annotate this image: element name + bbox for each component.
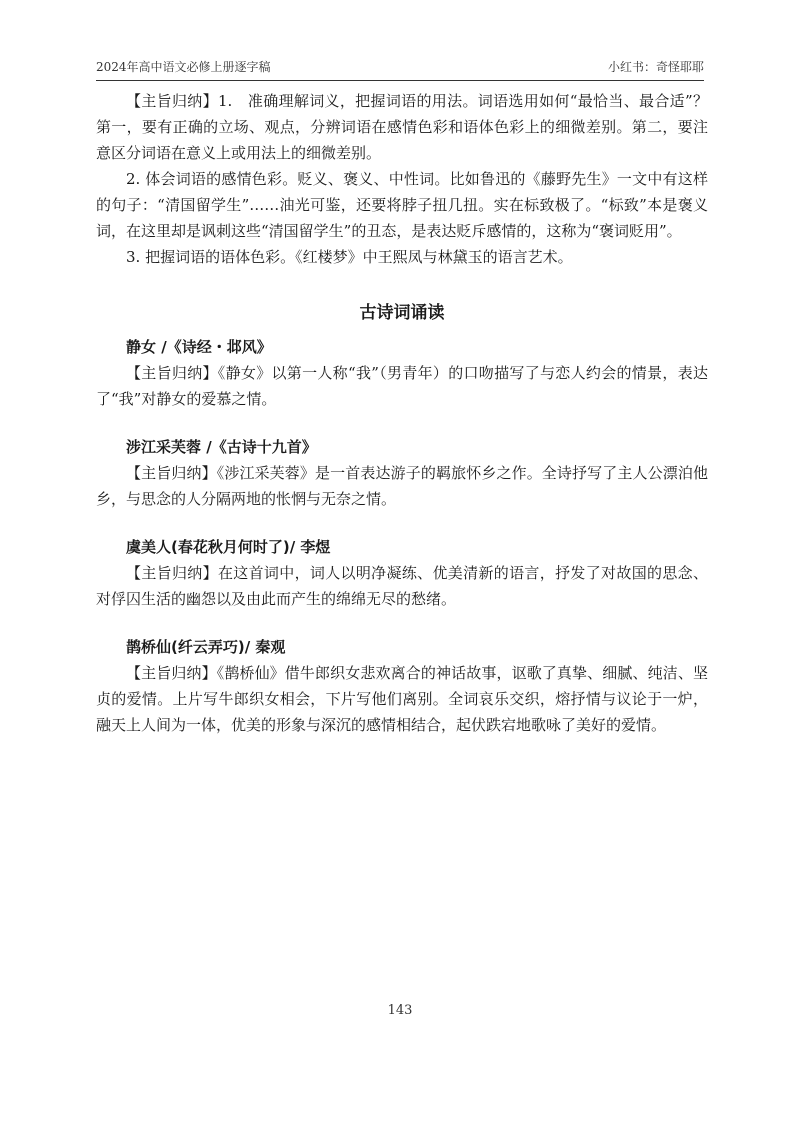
- poem-entry: [96, 434, 708, 512]
- poem-title: 涉江采芙蓉 /《古诗十九首》: [126, 438, 317, 456]
- poem-title: 静女 /《诗经・邶风》: [126, 338, 272, 356]
- poem-entry: [96, 334, 708, 412]
- poem-title: 虞美人(春花秋月何时了)/ 李煜: [126, 538, 331, 556]
- page-number: 143: [387, 1003, 413, 1018]
- header-document-title: 2024年高中语文必修上册逐字稿: [96, 60, 271, 74]
- intro-paragraph: 2. 体会词语的感情色彩。贬义、褒义、中性词。比如鲁迅的《藤野先生》一文中有这样的句子：“清国留学生”……油光可鉴，还要将脖子扭几扭。实在标致极了。“标致”本是褒义词，在这里却是讽刺这些“清国留学生”的丑态，是表达贬斥感情的，这称为“褒词贬用”。: [96, 170, 708, 240]
- intro-paragraph: 3. 把握词语的语体色彩。《红楼梦》中王熙凤与林黛玉的语言艺术。: [126, 248, 573, 266]
- intro-paragraph: 【主旨归纳】1. 准确理解词义，把握词语的用法。词语选用如何“最恰当、最合适”？第一，要有正确的立场、观点，分辨词语在感情色彩和语体色彩上的细微差别。第二，要注意区分词语在意义上或用法上的细微差别。: [96, 92, 708, 162]
- section-title: 古诗词诵读: [359, 303, 445, 323]
- header-author-credit: 小红书：奇怪耶耶: [607, 60, 704, 74]
- poem-summary: 【主旨归纳】《鹊桥仙》借牛郎织女悲欢离合的神话故事，讴歌了真挚、细腻、纯洁、坚贞的爱情。上片写牛郎织女相会，下片写他们离别。全词哀乐交织，熔抒情与议论于一炉，融天上人间为一体，优美的形象与深沉的感情相结合，起伏跌宕地歌咏了美好的爱情。: [96, 664, 708, 734]
- poem-summary: 【主旨归纳】《涉江采芙蓉》是一首表达游子的羁旅怀乡之作。全诗抒写了主人公漂泊他乡，与思念的人分隔两地的怅惘与无奈之情。: [96, 464, 708, 508]
- poem-summary: 【主旨归纳】在这首词中，词人以明净凝练、优美清新的语言，抒发了对故国的思念、对俘囚生活的幽怨以及由此而产生的绵绵无尽的愁绪。: [96, 564, 708, 608]
- page-header: [96, 56, 704, 81]
- page-content: [96, 88, 708, 760]
- poem-summary: 【主旨归纳】《静女》以第一人称“我”（男青年）的口吻描写了与恋人约会的情景，表达了“我”对静女的爱慕之情。: [96, 364, 708, 408]
- poem-title: 鹊桥仙(纤云弄巧)/ 秦观: [126, 638, 286, 656]
- poem-entry: [96, 634, 708, 738]
- poem-entry: [96, 534, 708, 612]
